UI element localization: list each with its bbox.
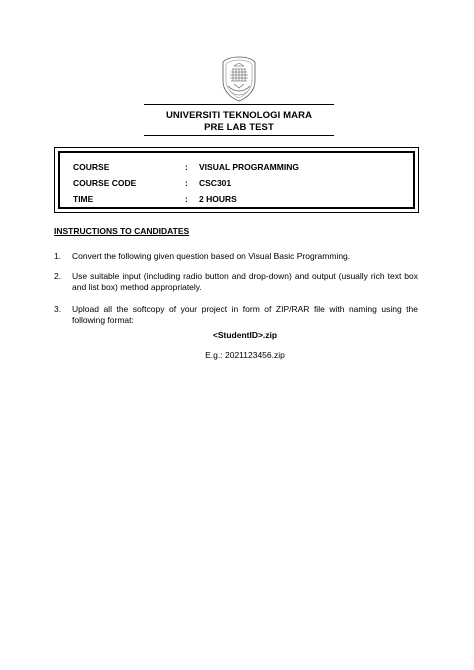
header-top-rule — [144, 104, 334, 105]
header-bottom-rule — [144, 135, 334, 136]
university-name: UNIVERSITI TEKNOLOGI MARA — [165, 110, 313, 121]
instruction-text: Upload all the softcopy of your project in form of ZIP/RAR file with naming using the following format: — [72, 304, 418, 325]
course-separator: : — [185, 162, 188, 172]
file-name-example: E.g.: 2021123456.zip — [205, 350, 285, 360]
course-value: VISUAL PROGRAMMING — [199, 162, 299, 172]
instruction-number: 1. — [54, 251, 62, 261]
course-info-box — [54, 147, 419, 213]
instruction-text: Convert the following given question based on Visual Basic Programming. — [72, 251, 351, 261]
instruction-text: Use suitable input (including radio button and drop-down) and output (usually rich text box and list box) method appropriately. — [72, 271, 418, 292]
instruction-number: 2. — [54, 271, 62, 281]
time-separator: : — [185, 194, 188, 204]
university-crest-icon — [219, 55, 259, 103]
course-code-value: CSC301 — [199, 178, 232, 188]
time-label: TIME — [73, 194, 94, 204]
course-code-separator: : — [185, 178, 188, 188]
file-name-format: <StudentID>.zip — [212, 330, 278, 340]
test-title: PRE LAB TEST — [204, 122, 274, 133]
instruction-number: 3. — [54, 304, 62, 314]
time-value: 2 HOURS — [199, 194, 237, 204]
instructions-title: INSTRUCTIONS TO CANDIDATES — [54, 226, 190, 236]
course-label: COURSE — [73, 162, 110, 172]
course-code-label: COURSE CODE — [73, 178, 137, 188]
course-info-inner-border — [58, 151, 415, 209]
